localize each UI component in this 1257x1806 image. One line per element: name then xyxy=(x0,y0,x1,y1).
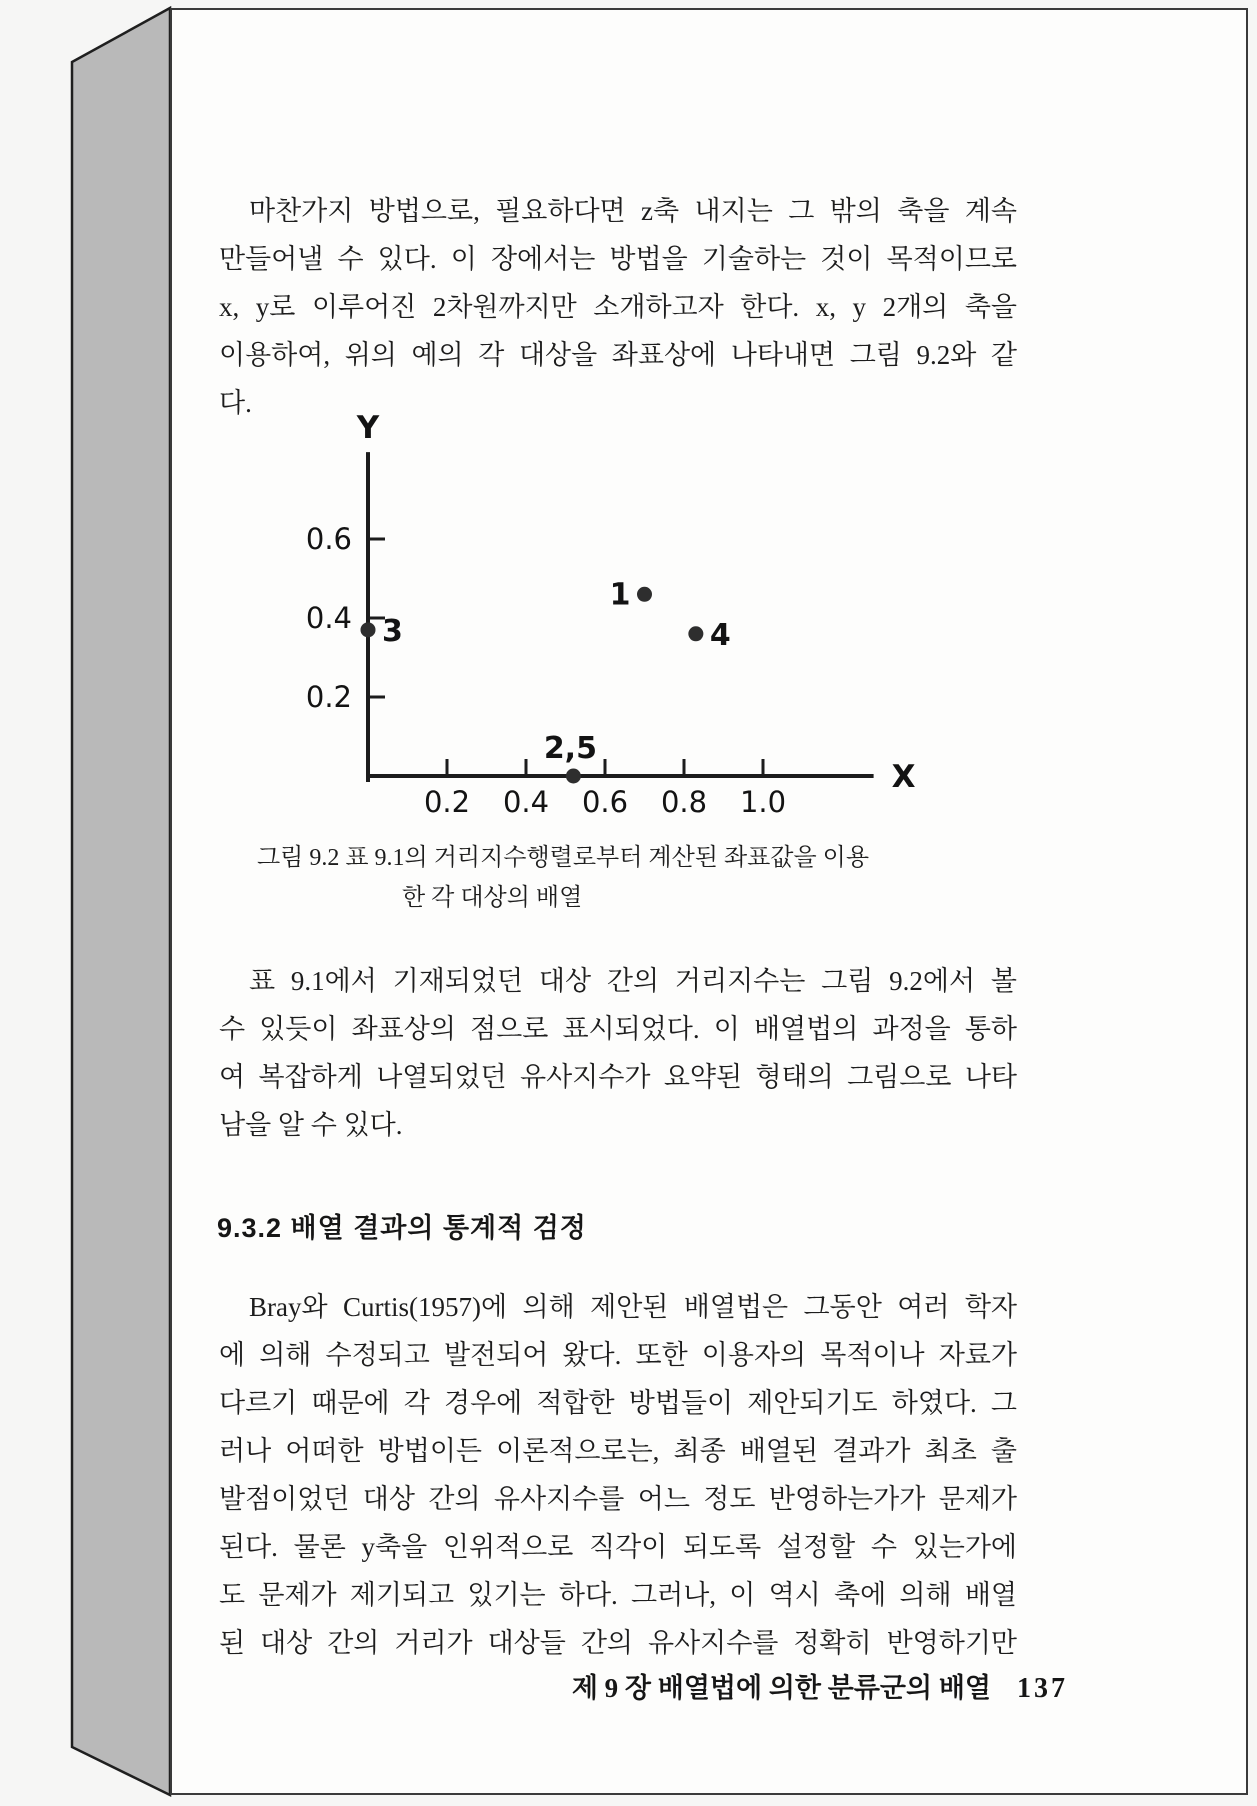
paragraph-3 xyxy=(219,1283,1017,1667)
text-line: 된 대상 간의 거리가 대상들 간의 유사지수를 정확히 반영하기만 xyxy=(219,1628,1017,1658)
section-heading: 9.3.2 배열 결과의 통계적 검정 xyxy=(217,1213,587,1243)
y-tick-label: 0.4 xyxy=(305,601,352,635)
y-tick-label: 0.6 xyxy=(305,522,352,556)
page-number: 137 xyxy=(1017,1673,1068,1704)
page-footer xyxy=(572,1666,1068,1705)
text-line: 표 9.1에서 기재되었던 대상 간의 거리지수는 그림 9.2에서 볼 xyxy=(249,966,1017,996)
figure-caption-line-2: 한 각 대상의 배열 xyxy=(402,885,583,911)
x-tick-label: 0.2 xyxy=(423,785,471,819)
data-point xyxy=(361,622,376,637)
x-tick-label: 1.0 xyxy=(739,785,787,819)
text-line: 러나 어떠한 방법이든 이론적으로는, 최종 배열된 결과가 최초 출 xyxy=(219,1436,1017,1466)
text-line: 에 의해 수정되고 발전되어 왔다. 또한 이용자의 목적이나 자료가 xyxy=(219,1340,1017,1370)
data-point xyxy=(688,626,703,641)
text-line: Bray와 Curtis(1957)에 의해 제안된 배열법은 그동안 여러 학자 xyxy=(249,1292,1017,1322)
text-line: 다르기 때문에 각 경우에 적합한 방법들이 제안되기도 하였다. 그 xyxy=(219,1388,1017,1418)
scatter-plot xyxy=(172,405,972,850)
text-line: x, y로 이루어진 2차원까지만 소개하고자 한다. x, y 2개의 축을 xyxy=(219,292,1017,322)
text-line: 도 문제가 제기되고 있기는 하다. 그러나, 이 역시 축에 의해 배열 xyxy=(219,1580,1017,1610)
text-line: 된다. 물론 y축을 인위적으로 직각이 되도록 설정할 수 있는가에 xyxy=(219,1532,1017,1562)
text-line: 다. xyxy=(219,388,252,418)
paragraph-1 xyxy=(219,187,1017,427)
point-label: 2,5 xyxy=(543,731,597,766)
data-point xyxy=(566,769,581,784)
paragraph-2 xyxy=(219,957,1017,1149)
page-stack-edge xyxy=(72,8,170,1795)
text-line: 이용하여, 위의 예의 각 대상을 좌표상에 나타내면 그림 9.2와 같 xyxy=(219,340,1017,370)
text-line: 만들어낼 수 있다. 이 장에서는 방법을 기술하는 것이 목적이므로 xyxy=(219,244,1017,274)
text-line: 마찬가지 방법으로, 필요하다면 z축 내지는 그 밖의 축을 계속 xyxy=(249,196,1017,226)
y-axis-label: Y xyxy=(356,410,380,447)
point-label: 1 xyxy=(609,577,631,613)
running-chapter-title: 제 9 장 배열법에 의한 분류군의 배열 xyxy=(571,1673,991,1703)
x-tick-label: 0.4 xyxy=(502,785,550,819)
text-line: 발점이었던 대상 간의 유사지수를 어느 정도 반영하는가가 문제가 xyxy=(219,1484,1017,1514)
point-label: 3 xyxy=(382,613,403,649)
text-line: 남을 알 수 있다. xyxy=(219,1110,403,1140)
text-line: 여 복잡하게 나열되었던 유사지수가 요약된 형태의 그림으로 나타 xyxy=(219,1062,1017,1092)
x-tick-label: 0.6 xyxy=(581,785,629,819)
figure-9-2 xyxy=(172,405,972,850)
y-tick-label: 0.2 xyxy=(305,680,352,714)
x-tick-label: 0.8 xyxy=(660,785,708,819)
page xyxy=(170,8,1248,1795)
point-label: 4 xyxy=(709,617,731,653)
text-line: 수 있듯이 좌표상의 점으로 표시되었다. 이 배열법의 과정을 통하 xyxy=(219,1014,1017,1044)
data-point xyxy=(637,587,652,602)
x-axis-label: X xyxy=(891,759,916,795)
figure-caption-line-1: 그림 9.2 표 9.1의 거리지수행렬로부터 계산된 좌표값을 이용 xyxy=(257,845,870,871)
